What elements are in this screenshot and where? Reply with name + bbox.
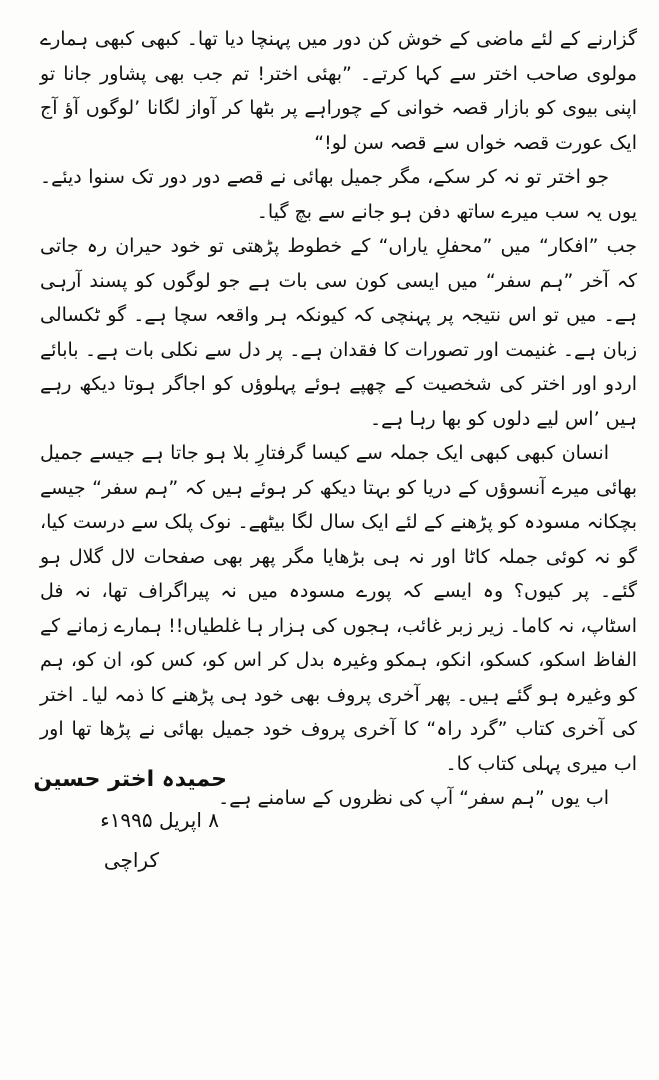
paragraph-2: جو اختر تو نہ کر سکے، مگر جمیل بھائی نے قصے دور دور تک سنوا دیئے۔ یوں یہ سب میرے ساتھ دفن ہو جانے سے بچ گیا۔ (40, 166, 637, 223)
signature-date: ۸ اپریل ۱۹۹۵ء (100, 808, 219, 832)
paragraph-1: گزارنے کے لئے ماضی کے خوش کن دور میں پہنچا دیا تھا۔ کبھی کبھی ہمارے مولوی صاحب اختر سے کہا کرتے۔ ”بھئی اختر! تم جب بھی پشاور جانا تو اپنی بیوی کو بازار قصہ خوانی کے چوراہے پر بٹھا کر آواز لگانا ’لوگوں آؤ آج ایک عورت قصہ خواں سے قصہ سن لو!“ (40, 28, 637, 154)
paragraph-4: انسان کبھی کبھی ایک جملہ سے کیسا گرفتارِ بلا ہو جاتا ہے جیسے جمیل بھائی میرے آنسوؤں کے دریا کو بہتا دیکھ کر ہوئے ہیں کہ ”ہم سفر“ جیسے بچکانہ مسودہ کو پڑھنے کے لئے ایک سال لگا بیٹھے۔ نوک پلک سے درست کیا، گو نہ کوئی جملہ کاٹا اور نہ ہی بڑھایا مگر پھر بھی صفحات لال گلال ہو گئے۔ پر کیوں؟ وہ ایسے کہ پورے مسودہ میں نہ پیراگراف تھا، نہ فل اسٹاپ، نہ کاما۔ زیر زبر غائب، ہجوں کی ہزار ہا غلطیاں!! ہمارے زمانے کے الفاظ اسکو، کسکو، انکو، ہمکو وغیرہ بدل کر اس کو، کس کو، ان کو، ہم کو وغیرہ ہو گئے ہیں۔ پھر آخری پروف بھی خود ہی پڑھنے کا ذمہ لیا۔ اختر کی آخری کتاب ”گرد راہ“ کا آخری پروف خود جمیل بھائی نے پڑھا تھا اور اب میری پہلی کتاب کا۔ (40, 442, 637, 775)
paragraph-3: جب ”افکار“ میں ”محفلِ یاراں“ کے خطوط پڑھتی تو خود حیران رہ جاتی کہ آخر ”ہم سفر“ میں ایسی کون سی بات ہے جو لوگوں کو پسند آرہی ہے۔ میں تو اس نتیجہ پر پہنچی کہ کیونکہ ہر واقعہ سچا ہے۔ گو ٹکسالی زبان ہے۔ غنیمت اور تصورات کا فقدان ہے۔ پر دل سے نکلی بات ہے۔ بابائے اردو اور اختر کی شخصیت کے چھپے ہوئے پہلوؤں کو اجاگر ہوتا دیکھ رہے ہیں ’اس لیے دلوں کو بھا رہا ہے۔ (40, 235, 637, 430)
body-text (40, 22, 637, 816)
signature-place: کراچی (103, 848, 159, 872)
author-signature: حمیدہ اختر حسین (33, 767, 227, 792)
paragraph-5: اب یوں ”ہم سفر“ آپ کی نظروں کے سامنے ہے۔ (218, 787, 609, 809)
